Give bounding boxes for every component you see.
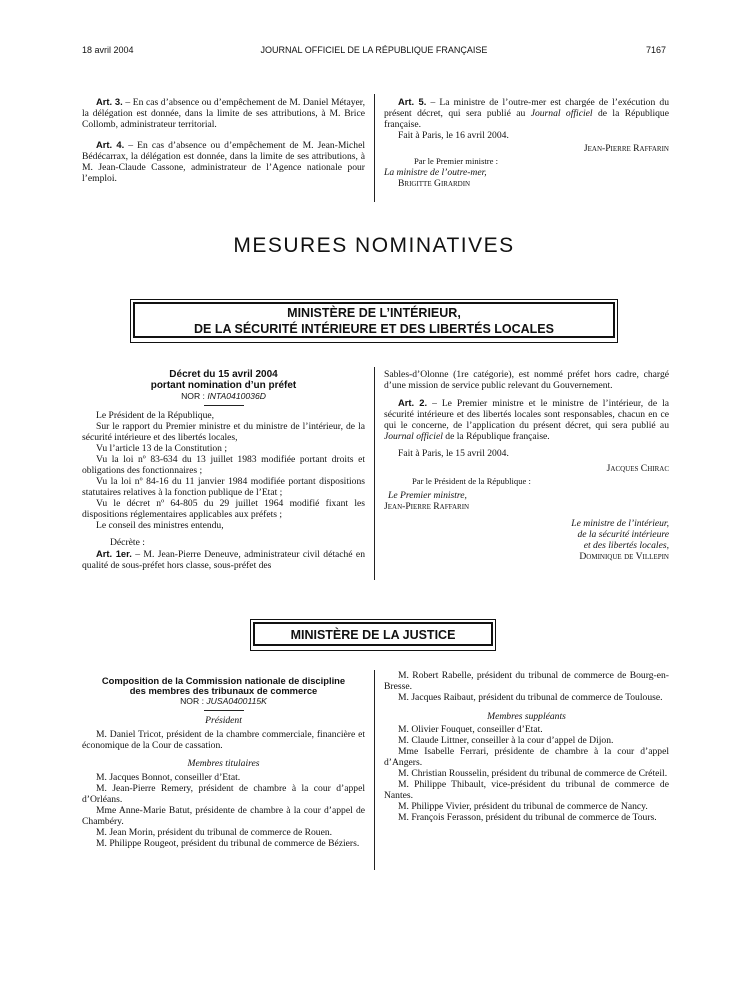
suppleants-heading: Membres suppléants — [487, 711, 566, 722]
commission-nor-label: NOR : — [180, 696, 207, 706]
minister-title: La ministre de l’outre-mer, — [384, 167, 487, 178]
decree-article-1 — [82, 548, 365, 571]
list-item: M. Jean-Pierre Remery, président de chambre à la cour d’appel d’Orléans. — [82, 783, 365, 805]
commission-left-column — [82, 676, 365, 849]
list-item: M. François Ferasson, président du tribunal de commerce de Tours. — [398, 812, 657, 823]
decree-article-1-label: Art. 1er. — [96, 548, 132, 559]
decree-p6: Vu le décret nº 64-805 du 29 juillet 1964 modifié fixant les dispositions réglementaires applicables aux préfets ; — [82, 498, 365, 520]
ministry-interior-line2: DE LA SÉCURITÉ INTÉRIEURE ET DES LIBERTÉS LOCALES — [194, 322, 554, 336]
article-3 — [82, 96, 365, 130]
article-4 — [82, 139, 365, 184]
ministry-justice-box — [250, 619, 496, 651]
decree-divider — [204, 405, 244, 406]
list-item: M. Philippe Thibault, vice-président du tribunal de commerce de Nantes. — [384, 779, 669, 801]
list-item: M. Robert Rabelle, président du tribunal de commerce de Bourg-en-Bresse. — [384, 670, 669, 692]
article-4-text: – En cas d’absence ou d’empêchement de M. Jean-Michel Bédécarrax, la délégation est donnée, dans la limite de ses attributions, à M. Jean-Claude Cassone, administrateur de l’Agence nationale pour l’emploi. — [82, 140, 365, 184]
header-page-number: 7167 — [645, 45, 666, 55]
minister-interior-name: Dominique de Villepin — [579, 551, 669, 562]
article-5-journal: Journal officiel — [530, 108, 593, 119]
commission-nor-code: JUSA0400115K — [206, 696, 267, 706]
minister-interior-title1: Le ministre de l’intérieur, — [571, 518, 669, 529]
decree-p5: Vu la loi nº 84-16 du 11 janvier 1984 modifiée portant dispositions statutaires relatives à la fonction publique de l’Etat ; — [82, 476, 365, 498]
decree-right-column — [384, 369, 669, 562]
decree-article-1-continued: Sables-d’Olonne (1re catégorie), est nommé préfet hors cadre, chargé d’une mission de service public relevant du Gouvernement. — [384, 369, 669, 391]
top-column-divider — [374, 94, 375, 202]
ministry-justice-title: MINISTÈRE DE LA JUSTICE — [253, 622, 493, 646]
suppleants-list — [384, 724, 669, 823]
list-item: M. Philippe Vivier, président du tribunal de commerce de Nancy. — [398, 801, 648, 812]
header-date: 18 avril 2004 — [82, 45, 134, 55]
article-3-label: Art. 3. — [96, 96, 123, 107]
decree-p3: Vu l’article 13 de la Constitution ; — [96, 443, 228, 454]
list-item: M. Claude Littner, conseiller à la cour d’appel de Dijon. — [398, 735, 614, 746]
decree-title: Décret du 15 avril 2004 — [169, 369, 278, 380]
decree-nor-label: NOR : — [181, 391, 208, 401]
ministry-interior-box — [130, 299, 618, 343]
top-left-column — [82, 96, 365, 184]
list-item: M. Jacques Raibaut, président du tribunal de commerce de Toulouse. — [398, 692, 663, 703]
minister-interior-title3: et des libertés locales, — [583, 540, 669, 551]
article-5-done: Fait à Paris, le 16 avril 2004. — [398, 130, 509, 141]
section-title: MESURES NOMINATIVES — [233, 234, 515, 257]
top-right-column — [384, 96, 669, 189]
commission-nor — [82, 696, 365, 707]
article-5 — [384, 96, 669, 130]
titulaires-list — [82, 772, 365, 849]
commission-column-divider — [374, 670, 375, 870]
list-item: M. Jacques Bonnot, conseiller d’Etat. — [96, 772, 241, 783]
commission-divider — [204, 710, 244, 711]
decree-article-2-journal: Journal officiel — [384, 431, 443, 442]
signatory-name: Jean-Pierre Raffarin — [583, 143, 669, 154]
list-item: Mme Anne-Marie Batut, présidente de chambre à la cour d’appel de Chambéry. — [82, 805, 365, 827]
decree-article-1-text: – M. Jean-Pierre Deneuve, administrateur civil détaché en qualité de sous-préfet hors classe, sous-préfet des — [82, 549, 365, 571]
pm-title: Le Premier ministre, — [388, 490, 467, 501]
article-5-text: – La ministre de l’outre-mer est chargée de l’exécution du présent décret, qui sera publié au — [384, 97, 669, 119]
decree-article-2-label: Art. 2. — [398, 397, 428, 408]
ministry-interior-line1: MINISTÈRE DE L’INTÉRIEUR, — [287, 306, 461, 320]
decree-p7: Le conseil des ministres entendu, — [96, 520, 224, 531]
president-heading: Président — [205, 715, 242, 726]
decree-left-column — [82, 369, 365, 571]
titulaires-heading: Membres titulaires — [187, 758, 260, 769]
article-4-label: Art. 4. — [96, 139, 125, 150]
decree-p4: Vu la loi nº 83-634 du 13 juillet 1983 modifiée portant droits et obligations des fonctionnaires ; — [82, 454, 365, 476]
decree-subtitle: portant nomination d’un préfet — [150, 380, 297, 391]
list-item: Mme Isabelle Ferrari, présidente de chambre à la cour d’appel d’Angers. — [384, 746, 669, 768]
decree-nor-code: INTA0410036D — [207, 391, 266, 401]
decree-p1: Le Président de la République, — [96, 410, 215, 421]
header-journal-title: JOURNAL OFFICIEL DE LA RÉPUBLIQUE FRANÇAISE — [260, 45, 488, 55]
by-prime-minister: Par le Premier ministre : — [414, 156, 499, 166]
commission-title: Composition de la Commission nationale de discipline — [101, 675, 346, 686]
decree-nor — [82, 391, 365, 402]
decree-p2: Sur le rapport du Premier ministre et du ministre de l’intérieur, de la sécurité intérieure et des libertés locales, — [82, 421, 365, 443]
article-5-text-end: de la République française. — [384, 108, 669, 130]
list-item: M. Jean Morin, président du tribunal de commerce de Rouen. — [96, 827, 333, 838]
list-item: M. Christian Rousselin, président du tribunal de commerce de Créteil. — [398, 768, 668, 779]
commission-president: M. Daniel Tricot, président de la chambre commerciale, financière et économique de la Cour de cassation. — [82, 729, 365, 751]
list-item: M. Olivier Fouquet, conseiller d’Etat. — [398, 724, 543, 735]
decree-decrete: Décrète : — [110, 537, 145, 548]
commission-right-column — [384, 670, 669, 823]
decree-article-2-end: de la République française. — [442, 431, 550, 442]
pm-name: Jean-Pierre Raffarin — [384, 501, 470, 512]
commission-subtitle: des membres des tribunaux de commerce — [129, 685, 318, 696]
decree-article-2 — [384, 397, 669, 442]
decree-article-2-text: – Le Premier ministre et le ministre de l’intérieur, de la sécurité intérieure et des libertés locales sont responsables, chacun en ce qui le concerne, de l’application du présent décret, qui sera publié au — [384, 398, 669, 431]
by-president: Par le Président de la République : — [412, 476, 531, 486]
decree-column-divider — [374, 367, 375, 580]
decree-done: Fait à Paris, le 15 avril 2004. — [398, 448, 509, 459]
article-3-text: – En cas d’absence ou d’empêchement de M. Daniel Métayer, la délégation est donnée, dans la limite de ses attributions, à M. Brice Collomb, administrateur territorial. — [82, 97, 365, 130]
minister-interior-title2: de la sécurité intérieure — [577, 529, 669, 540]
president-name: Jacques Chirac — [606, 463, 669, 474]
list-item: M. Philippe Rougeot, président du tribunal de commerce de Béziers. — [96, 838, 360, 849]
minister-name: Brigitte Girardin — [398, 178, 471, 189]
article-5-label: Art. 5. — [398, 96, 427, 107]
